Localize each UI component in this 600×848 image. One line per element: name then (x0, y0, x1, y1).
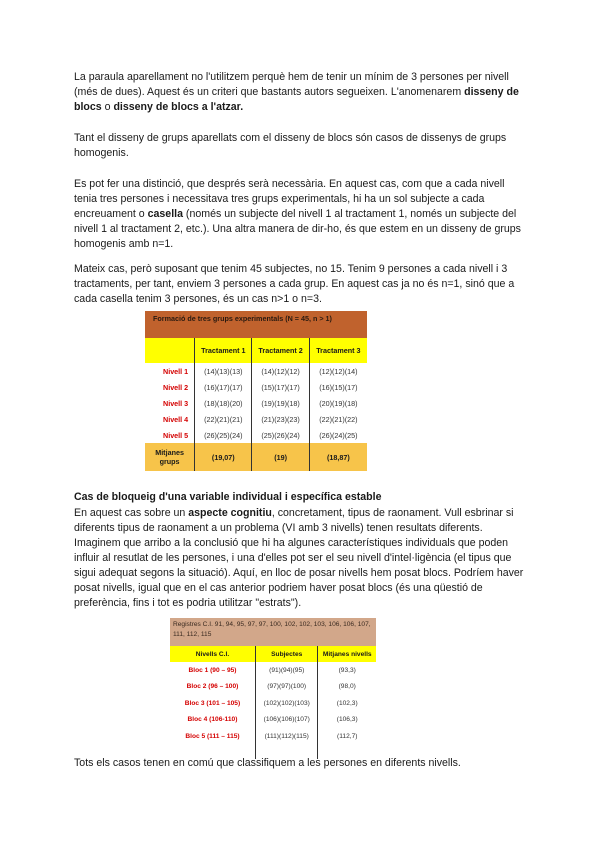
table-cell: (15)(17)(17) (252, 379, 309, 395)
row-label: Bloc 1 (90 – 95) (188, 666, 237, 674)
table-title: Registres C.I. 91, 94, 95, 97, 97, 100, 102, 102, 103, 106, 106, 107, 111, 112, 115 (170, 618, 376, 646)
paragraph-text: , concretament, tipus de raonament. Vull esbrinar si diferents tipus de raonament a un problema (VI amb 3 nivells) tenen resultats diferents. Imaginem que arribo a la conclusió que hi ha algunes característiques individuals que poden influir al resutlat de les persones, i una d'elles pot ser el seu nivell d'intel·ligència (el tipus que sigui adequat segons la situació). Aquí, en lloc de posar nivells hem posat blocs. Podríem haver posat nivells, igual que en el cas anterior podriem haver posat blocs (és una qüestió de preferència, fins i tot es podria utilitzar "estrats"). (74, 507, 524, 609)
table-row (170, 728, 376, 745)
paragraph-conclusio: Tots els casos tenen en comú que classifiquem a les persones en diferents nivells. (74, 757, 461, 769)
table-cell: (22)(21)(22) (309, 411, 367, 427)
table-header-cell: Tractament 3 (309, 338, 367, 363)
table-cell: (14)(13)(13) (195, 363, 252, 379)
table-header-row (170, 646, 376, 662)
bold-term: aspecte cognitiu (188, 507, 272, 519)
table-row (145, 411, 367, 427)
paragraph-text: La paraula aparellament no l'utilitzem perquè hem de tenir un mínim de 3 persones per nivell (més de dues). Aquest és un criteri que bastants autors segueixen. L'anomenarem (74, 71, 509, 98)
table-header-cell: Subjectes (255, 646, 318, 662)
table-cell: (111)(112)(115) (255, 728, 318, 745)
bold-term: casella (147, 208, 183, 220)
table-header-cell: Tractament 1 (195, 338, 252, 363)
table-footer-row (145, 443, 367, 471)
table-cell: (26)(25)(24) (195, 427, 252, 443)
row-label: Nivell 2 (163, 382, 189, 392)
footer-cell: (18,87) (309, 443, 367, 471)
table-cell: (102,3) (318, 695, 376, 712)
table-row (170, 712, 376, 729)
paragraph-text: Es pot fer una distinció, que després serà necessària. En aquest cas, com que a cada nivell tenia tres persones i necessitava tres grups experimentals, hi ha un sol subjecte a cada encreuament o (74, 178, 505, 220)
table-header-row (145, 338, 367, 363)
paragraph-text: En aquest cas sobre un (74, 507, 189, 519)
table-cell: (91)(94)(95) (255, 662, 318, 679)
paragraph-45-subjectes: Mateix cas, però suposant que tenim 45 subjectes, no 15. Tenim 9 persones a cada nivell i 3 tractaments, per tant, enviem 3 persones a cada grup. En aquest cas ja no és n=1, sinó que a cada casella tenim 3 persones, és un cas n>1 o n=3. (74, 263, 515, 305)
table-blocs-ci (170, 618, 376, 759)
table-header-cell: Tractament 2 (252, 338, 309, 363)
table-row (145, 363, 367, 379)
table-cell: (25)(26)(24) (252, 427, 309, 443)
row-label: Nivell 5 (163, 430, 189, 440)
table-cell: (22)(21)(21) (195, 411, 252, 427)
table-cell: (20)(19)(18) (309, 395, 367, 411)
row-label: Bloc 3 (101 – 105) (184, 699, 241, 707)
table-cell: (93,3) (318, 662, 376, 679)
row-label: Bloc 5 (111 – 115) (185, 732, 240, 740)
table-grups-experimentals (145, 311, 367, 471)
table-cell: (98,0) (318, 679, 376, 696)
paragraph-aspecte-cognitiu (74, 506, 529, 611)
table-cell: (106)(106)(107) (255, 712, 318, 729)
paragraph-homogenis: Tant el disseny de grups aparellats com el disseny de blocs són casos de dissenys de grups homogenis. (74, 132, 507, 159)
table-cell: (97)(97)(100) (255, 679, 318, 696)
paragraph-text: (només un subjecte del nivell 1 al tractament 1, només un subjecte del nivell 1 al tractament 2, etc.). Una altra manera de dir-ho, és que estem en un disseny de grups homogenis amb n=1. (74, 208, 521, 250)
row-label: Bloc 2 (96 – 100) (186, 683, 239, 691)
table-title: Formació de tres grups experimentals (N = 45, n > 1) (145, 311, 367, 338)
table-cell: (112,7) (318, 728, 376, 745)
bold-term: disseny de blocs (74, 86, 519, 113)
table-cell: (106,3) (318, 712, 376, 729)
table-row (170, 662, 376, 679)
table-row (170, 695, 376, 712)
bold-term: disseny de blocs a l'atzar. (113, 101, 244, 113)
table-cell: (102)(102)(103) (255, 695, 318, 712)
table-cell: (14)(12)(12) (252, 363, 309, 379)
row-label: Nivell 4 (163, 414, 189, 424)
table-cell: (21)(23)(23) (252, 411, 309, 427)
footer-cell: (19,07) (195, 443, 252, 471)
table-cell: (16)(17)(17) (195, 379, 252, 395)
row-label: Nivell 1 (163, 366, 189, 376)
row-label: Bloc 4 (106-110) (187, 716, 238, 724)
footer-label: Mitjanes grups (155, 448, 184, 466)
table-header-cell: Mitjanes nivells (318, 646, 376, 662)
table-header-cell (145, 338, 195, 363)
table-row (145, 395, 367, 411)
paragraph-blocs (74, 70, 529, 115)
table-row (145, 379, 367, 395)
table-cell: (16)(15)(17) (309, 379, 367, 395)
table-cell: (18)(18)(20) (195, 395, 252, 411)
table-cell: (19)(19)(18) (252, 395, 309, 411)
footer-cell: (19) (252, 443, 309, 471)
paragraph-text: o (101, 101, 114, 113)
section-heading: Cas de bloqueig d'una variable individual i específica estable (74, 491, 382, 503)
table-cell: (26)(24)(25) (309, 427, 367, 443)
table-row (170, 679, 376, 696)
paragraph-casella (74, 177, 529, 252)
table-row (145, 427, 367, 443)
row-label: Nivell 3 (163, 398, 189, 408)
table-cell: (12)(12)(14) (309, 363, 367, 379)
table-header-cell: Nivells C.I. (195, 650, 230, 658)
